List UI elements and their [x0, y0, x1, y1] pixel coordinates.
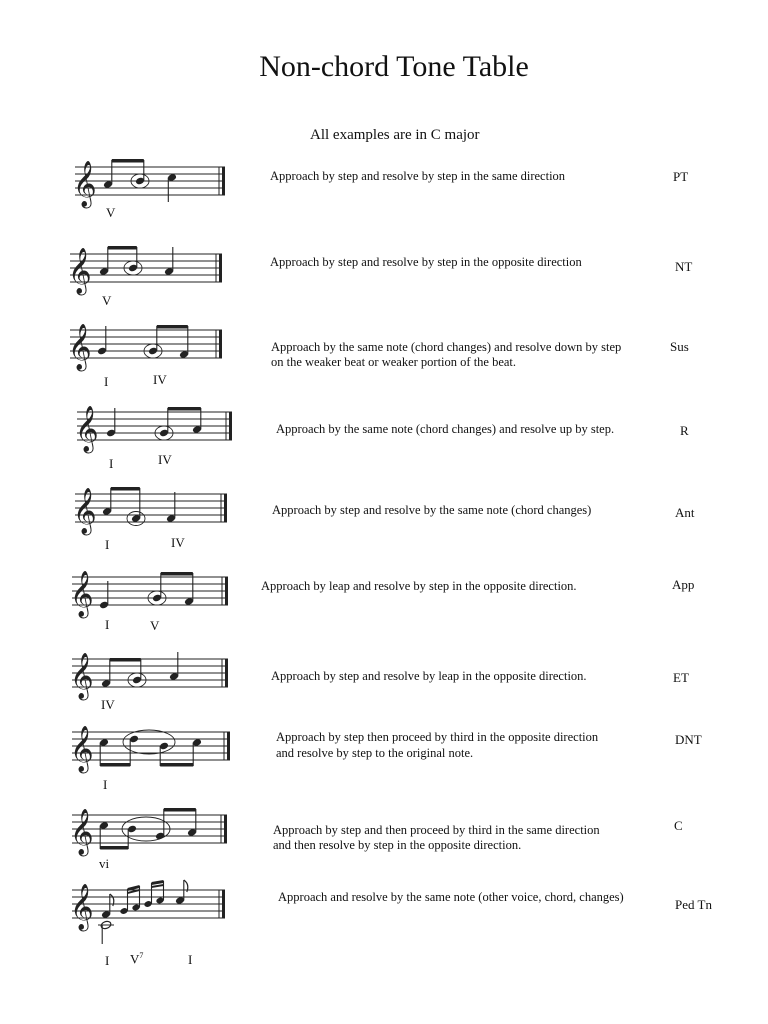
abbreviation: App: [672, 577, 695, 592]
roman-numeral: vi: [99, 856, 110, 871]
figured-bass: 7: [139, 951, 144, 960]
music-staff: [60, 400, 240, 470]
svg-text:𝄞: 𝄞: [70, 571, 94, 617]
roman-numeral: I: [109, 456, 114, 471]
description: Approach by the same note (chord changes) and resolve up by step.: [276, 422, 615, 436]
description: Approach by step and resolve by step in the same direction: [270, 169, 566, 183]
description-line-2: and then resolve by step in the opposite direction.: [273, 838, 522, 852]
svg-text:𝄞: 𝄞: [73, 488, 97, 534]
description-line-1: Approach by step and then proceed by third in the same direction: [273, 823, 600, 837]
abbreviation: ET: [673, 670, 689, 685]
music-staff: [60, 878, 240, 958]
svg-text:𝄞: 𝄞: [70, 809, 94, 855]
roman-numeral: V: [150, 618, 160, 633]
description: Approach by step and resolve by leap in the opposite direction.: [271, 669, 587, 683]
abbreviation: DNT: [675, 732, 702, 747]
page-title: Non-chord Tone Table: [259, 50, 529, 83]
music-staff: [60, 647, 240, 717]
abbreviation: Sus: [670, 339, 689, 354]
page-subtitle: All examples are in C major: [310, 127, 480, 143]
description: Approach by leap and resolve by step in the opposite direction.: [261, 579, 577, 593]
abbreviation: Ped Tn: [675, 897, 712, 912]
roman-numeral-dominant-seventh: [130, 951, 143, 967]
svg-text:𝄞: 𝄞: [73, 161, 97, 207]
music-staff: [60, 237, 240, 307]
description-line-2: and resolve by step to the original note.: [276, 746, 474, 760]
roman-numeral: IV: [158, 452, 172, 467]
music-staff: [60, 482, 240, 552]
description: Approach by step and resolve by the same note (chord changes): [272, 503, 592, 517]
description-line-2: on the weaker beat or weaker portion of the beat.: [271, 355, 517, 369]
abbreviation: NT: [675, 259, 693, 274]
roman-numeral: IV: [153, 372, 167, 387]
roman-numeral: I: [188, 952, 193, 967]
roman-numeral: I: [104, 374, 109, 389]
description: Approach by step and resolve by step in the opposite direction: [270, 255, 582, 269]
roman-numeral: V: [106, 205, 116, 220]
svg-text:𝄞: 𝄞: [68, 248, 92, 294]
roman-numeral: V: [130, 951, 140, 967]
description: Approach and resolve by the same note (other voice, chord, changes): [278, 890, 624, 904]
music-staff: [60, 318, 240, 388]
roman-numeral: I: [105, 537, 110, 552]
svg-text:𝄞: 𝄞: [70, 726, 94, 772]
roman-numeral: I: [103, 777, 108, 792]
roman-numeral: IV: [171, 535, 185, 550]
music-staff: [60, 803, 240, 873]
roman-numeral: IV: [101, 697, 115, 712]
abbreviation: C: [674, 818, 683, 833]
roman-numeral: V: [102, 293, 112, 308]
abbreviation: PT: [673, 169, 689, 184]
svg-text:𝄞: 𝄞: [70, 653, 94, 699]
svg-text:𝄞: 𝄞: [75, 406, 99, 452]
music-staff: [60, 150, 240, 220]
roman-numeral: I: [105, 953, 110, 968]
abbreviation: Ant: [675, 505, 695, 520]
svg-text:𝄞: 𝄞: [68, 324, 92, 370]
music-staff: [60, 718, 240, 788]
roman-numeral: I: [105, 617, 110, 632]
svg-text:𝄞: 𝄞: [70, 884, 94, 930]
abbreviation: R: [680, 423, 689, 438]
description-line-1: Approach by the same note (chord changes) and resolve down by step: [271, 340, 622, 354]
description-line-1: Approach by step then proceed by third in the opposite direction: [276, 730, 599, 744]
